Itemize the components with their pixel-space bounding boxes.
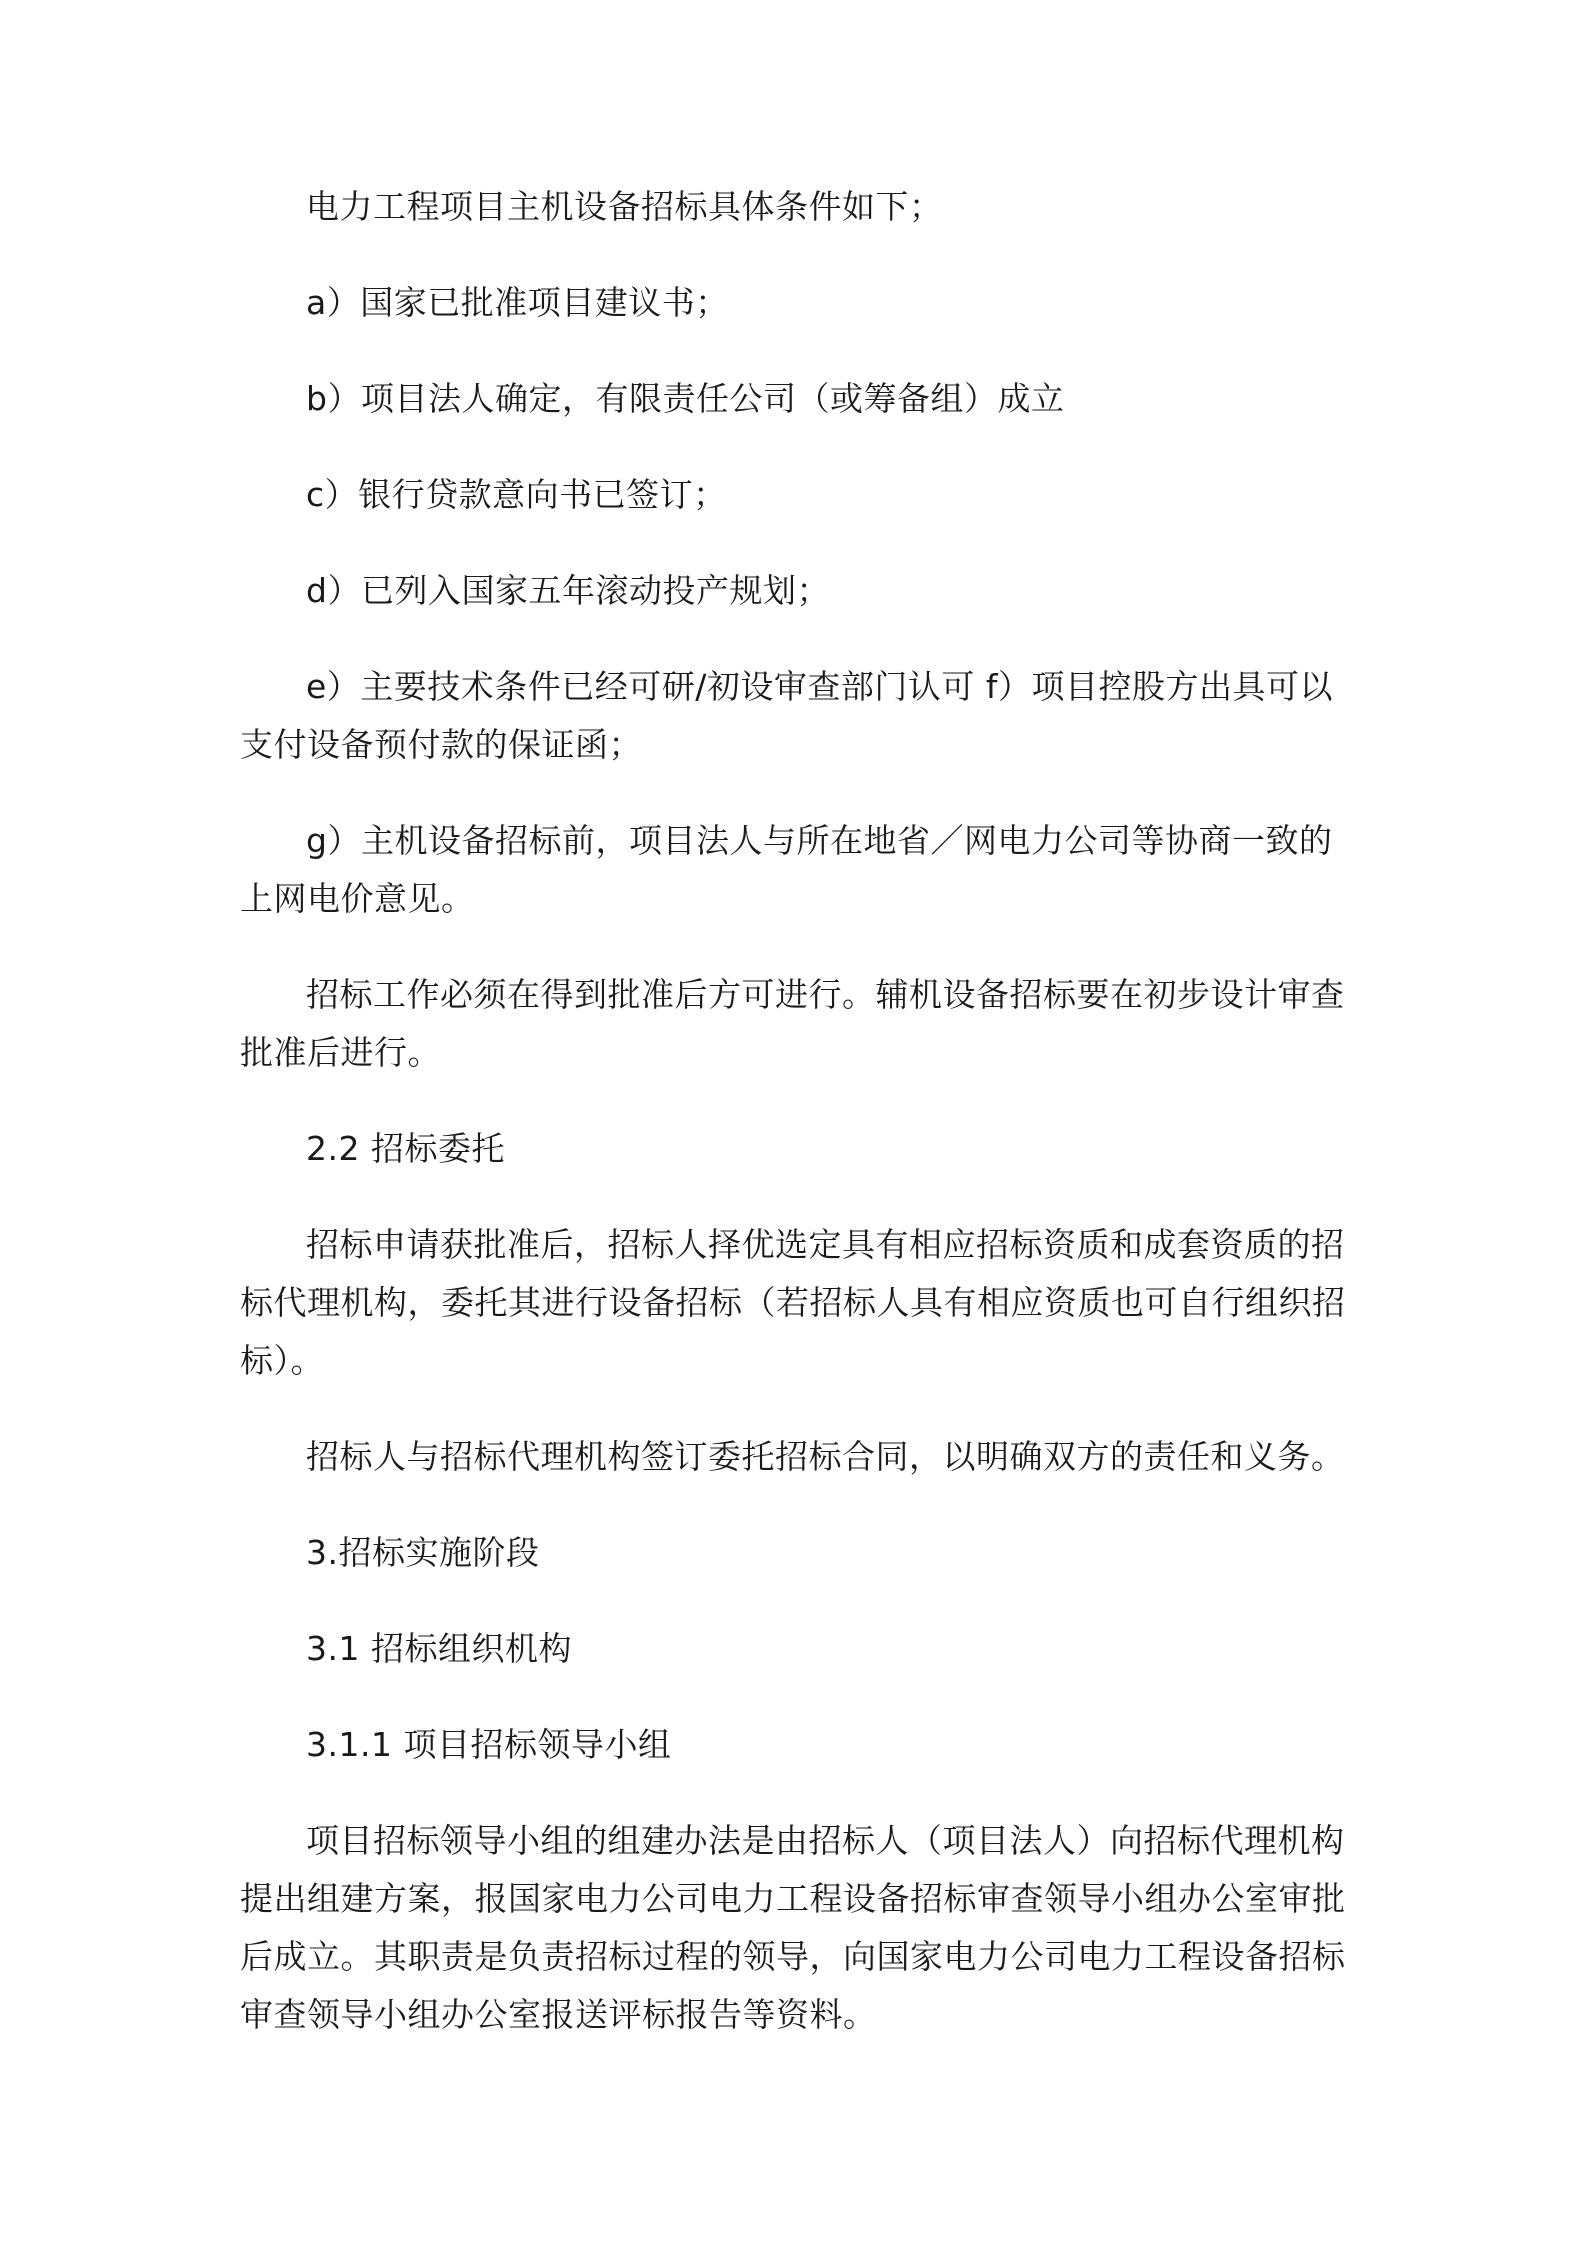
list-item-a: a）国家已批准项目建议书；: [306, 283, 729, 322]
section-heading-2-2: 2.2 招标委托: [306, 1129, 505, 1168]
section-heading-3: 3.招标实施阶段: [306, 1533, 540, 1572]
list-item-d: d）已列入国家五年滚动投产规划；: [306, 571, 830, 610]
list-item-e-f: e）主要技术条件已经可研/初设审查部门认可 f）项目控股方出具可以支付设备预付款的保证函；: [240, 667, 1334, 764]
list-item-c: c）银行贷款意向书已签订；: [306, 475, 727, 514]
paragraph-approval: 招标工作必须在得到批准后方可进行。辅机设备招标要在初步设计审查批准后进行。: [240, 975, 1345, 1072]
paragraph-contract: 招标人与招标代理机构签订委托招标合同，以明确双方的责任和义务。: [306, 1437, 1345, 1476]
list-item-g: g）主机设备招标前，项目法人与所在地省／网电力公司等协商一致的上网电价意见。: [240, 821, 1333, 918]
paragraph-intro: 电力工程项目主机设备招标具体条件如下；: [306, 187, 943, 226]
section-heading-3-1: 3.1 招标组织机构: [306, 1629, 572, 1668]
section-heading-3-1-1: 3.1.1 项目招标领导小组: [306, 1725, 672, 1764]
paragraph-agency-selection: 招标申请获批准后，招标人择优选定具有相应招标资质和成套资质的招标代理机构，委托其进行设备招标（若招标人具有相应资质也可自行组织招标）。: [240, 1225, 1346, 1380]
document-body: [240, 178, 1360, 2044]
list-item-b: b）项目法人确定，有限责任公司（或筹备组）成立: [306, 379, 1065, 418]
paragraph-leadership-group: 项目招标领导小组的组建办法是由招标人（项目法人）向招标代理机构提出组建方案，报国家电力公司电力工程设备招标审查领导小组办公室审批后成立。其职责是负责招标过程的领导，向国家电力公司电力工程设备招标审查领导小组办公室报送评标报告等资料。: [240, 1821, 1346, 2034]
